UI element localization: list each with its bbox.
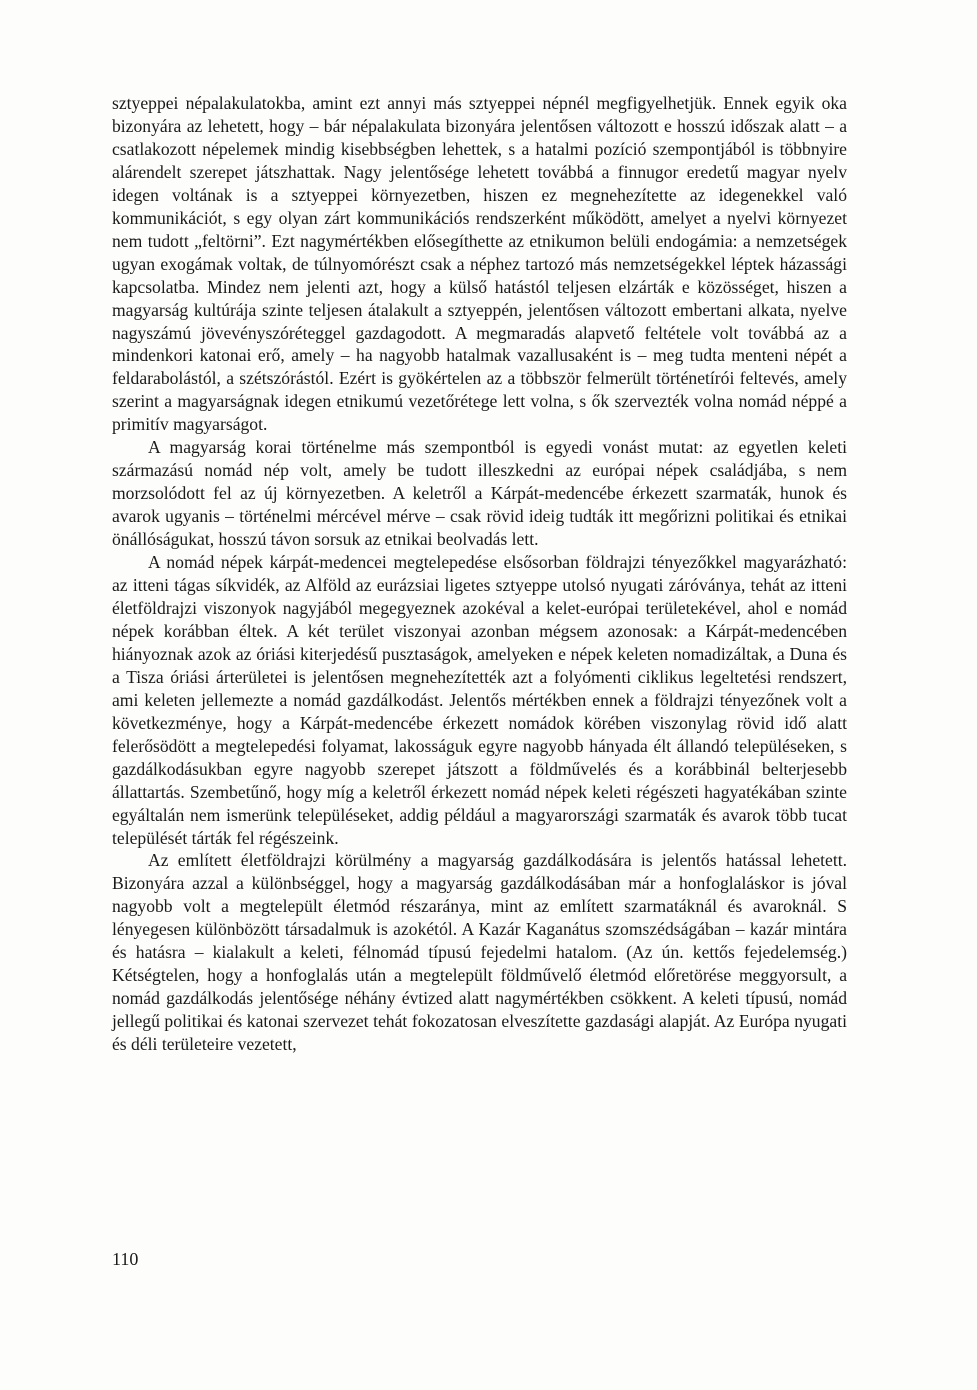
paragraph-3: A nomád népek kárpát-medencei megtelepedése elsősorban földrajzi tényezőkkel magyarázható: az itteni tágas síkvidék, az Alföld az eurázsiai ligetes sztyeppe utolsó nyugati záróványa, tehát az itteni életföldrajzi viszonyok nagyjából megegyeznek azokéval a kelet-európai területekével, ahol e nomád népek korábban éltek. A két terület viszonyai azonban mégsem azonosak: a Kárpát-medencében hiányoznak azok az óriási kiterjedésű pusztaságok, amelyeken e népek keleten nomadizáltak, a Duna és a Tisza óriási árterületei is jelentősen megnehezítették azt a folyómenti ciklikus legeltetési rendszert, ami keleten jellemezte a nomád gazdálkodást. Jelentős mértékben ennek a földrajzi tényezőnek volt a következménye, hogy a Kárpát-medencébe érkezett nomádok körében viszonylag rövid idő alatt felerősödött a megtelepedési folyamat, lakosságuk egyre nagyobb hányada élt állandó településeken, s gazdálkodásukban egyre nagyobb szerepet játszott a földművelés és a korábbinál belterjesebb állattartás. Szembetűnő, hogy míg a keletről érkezett nomád népek keleti régészeti hagyatékában szinte egyáltalán nem ismerünk településeket, addig például a magyarországi szarmaták és avarok több tucat települését tárták fel régészeink. (112, 552, 847, 848)
paragraph-2: A magyarság korai történelme más szempontból is egyedi vonást mutat: az egyetlen keleti származású nomád nép volt, amely be tudott illeszkedni az európai népek családjába, s nem morzsolódott fel az új környezetben. A keletről a Kárpát-medencébe érkezett szarmaták, hunok és avarok ugyanis – történelmi mércével mérve – csak rövid ideig tudták itt megőrizni politikai és etnikai önállóságukat, hosszú távon sorsuk az etnikai beolvadás lett. (112, 437, 847, 550)
paragraph-4: Az említett életföldrajzi körülmény a magyarság gazdálkodására is jelentős hatással lehetett. Bizonyára azzal a különbséggel, hogy a magyarság gazdálkodásában már a honfoglaláskor is jóval nagyobb volt a megtelepült életmód részaránya, mint az említett szarmatáknál és avaroknál. S lényegesen különbözött társadalmuk is azokétól. A Kazár Kaganátus szomszédságában – kazár mintára és hatásra – kialakult a keleti, félnomád típusú fejedelmi hatalom. (Az ún. kettős fejedelemség.) Kétségtelen, hogy a honfoglalás után a megtelepült földművelő életmód előretörése meggyorsult, a nomád gazdálkodás jelentősége néhány évtized alatt nagymértékben csökkent. A keleti típusú, nomád jellegű politikai és katonai szervezet tehát fokozatosan elveszítette gazdasági alapját. Az Európa nyugati és déli területeire vezetett, (112, 850, 847, 1055)
body-text (112, 92, 847, 1056)
paragraph-1: sztyeppei népalakulatokba, amint ezt annyi más sztyeppei népnél megfigyelhetjük. Ennek egyik oka bizonyára az lehetett, hogy – bár népalakulata bizonyára jelentősen változott e hosszú időszak alatt – a csatlakozott népelemek mindig kisebbségben lehettek, s a hatalmi pozíció szempontjából is többnyire alárendelt szerepet játszhattak. Nagy jelentősége lehetett továbbá a finnugor eredetű magyar nyelv idegen voltának is a sztyeppei környezetben, hiszen ez megnehezítette az idegenekkel való kommunikációt, s egy olyan zárt kommunikációs rendszerként működött, amelyet a nyelvi környezet nem tudott „feltörni”. Ezt nagymértékben elősegíthette az etnikumon belüli endogámia: a nemzetségek ugyan exogámak voltak, de túlnyomórészt csak a néphez tartozó más nemzetségekkel léptek házassági kapcsolatba. Mindez nem jelenti azt, hogy a külső hatástól teljesen elzárták e közösséget, hiszen a magyarság kultúrája szinte teljesen átalakult a sztyeppén, jelentősen változott embertani alkata, nyelve nagyszámú jövevényszóréteggel gazdagodott. A megmaradás alapvető feltétele volt továbbá az a mindenkori katonai erő, amely – ha nagyobb hatalmak vazallusaként is – meg tudta menteni népét a feldarabolástól, a szétszórástól. Ezért is gyökértelen az a többször felmerült történetírói feltevés, amely szerint a magyarságnak idegen etnikumú vezetőrétege lett volna, s ők szervezték volna nomád néppé a primitív magyarságot. (112, 93, 847, 435)
page-number: 110 (112, 1249, 139, 1269)
